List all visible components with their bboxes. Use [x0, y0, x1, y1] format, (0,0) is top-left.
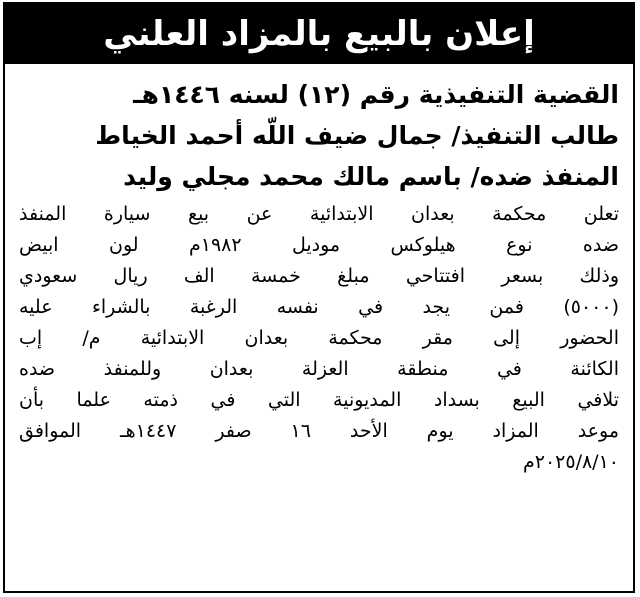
body-line: (٥٠٠٠) فمن يجد في نفسه الرغبة بالشراء عليه — [19, 296, 619, 318]
body-line: وذلك بسعر افتتاحي مبلغ خمسة الف ريال سعودي — [19, 265, 619, 287]
body-line: تعلن محكمة بعدان الابتدائية عن بيع سيارة المنفذ — [19, 203, 619, 225]
requester-line: طالب التنفيذ/ جمال ضيف اللّه أحمد الخياط — [95, 121, 619, 150]
announcement-content — [19, 74, 619, 478]
body-line: الحضور إلى مقر محكمة بعدان الابتدائية م/ إب — [19, 327, 619, 349]
announcement-title: إعلان بالبيع بالمزاد العلني — [103, 14, 535, 54]
body-line: تلافي البيع بسداد المديونية التي في ذمته علما بأن — [19, 389, 619, 411]
body-line: ضده نوع هيلوكس موديل ١٩٨٢م لون ابيض — [19, 234, 619, 256]
date-line: ٢٠٢٥/٨/١٠م — [522, 451, 619, 473]
announcement-body — [19, 199, 619, 478]
defendant-line: المنفذ ضده/ باسم مالك محمد مجلي وليد — [123, 162, 619, 191]
case-number-line: القضية التنفيذية رقم (١٢) لسنه ١٤٤٦هـ — [133, 80, 619, 109]
body-line: الكائنة في منطقة العزلة بعدان وللمنفذ ضده — [19, 358, 619, 380]
body-line: موعد المزاد يوم الأحد ١٦ صفر ١٤٤٧هـ الموافق — [19, 420, 620, 442]
announcement-frame — [3, 2, 635, 593]
announcement-header — [5, 4, 633, 64]
